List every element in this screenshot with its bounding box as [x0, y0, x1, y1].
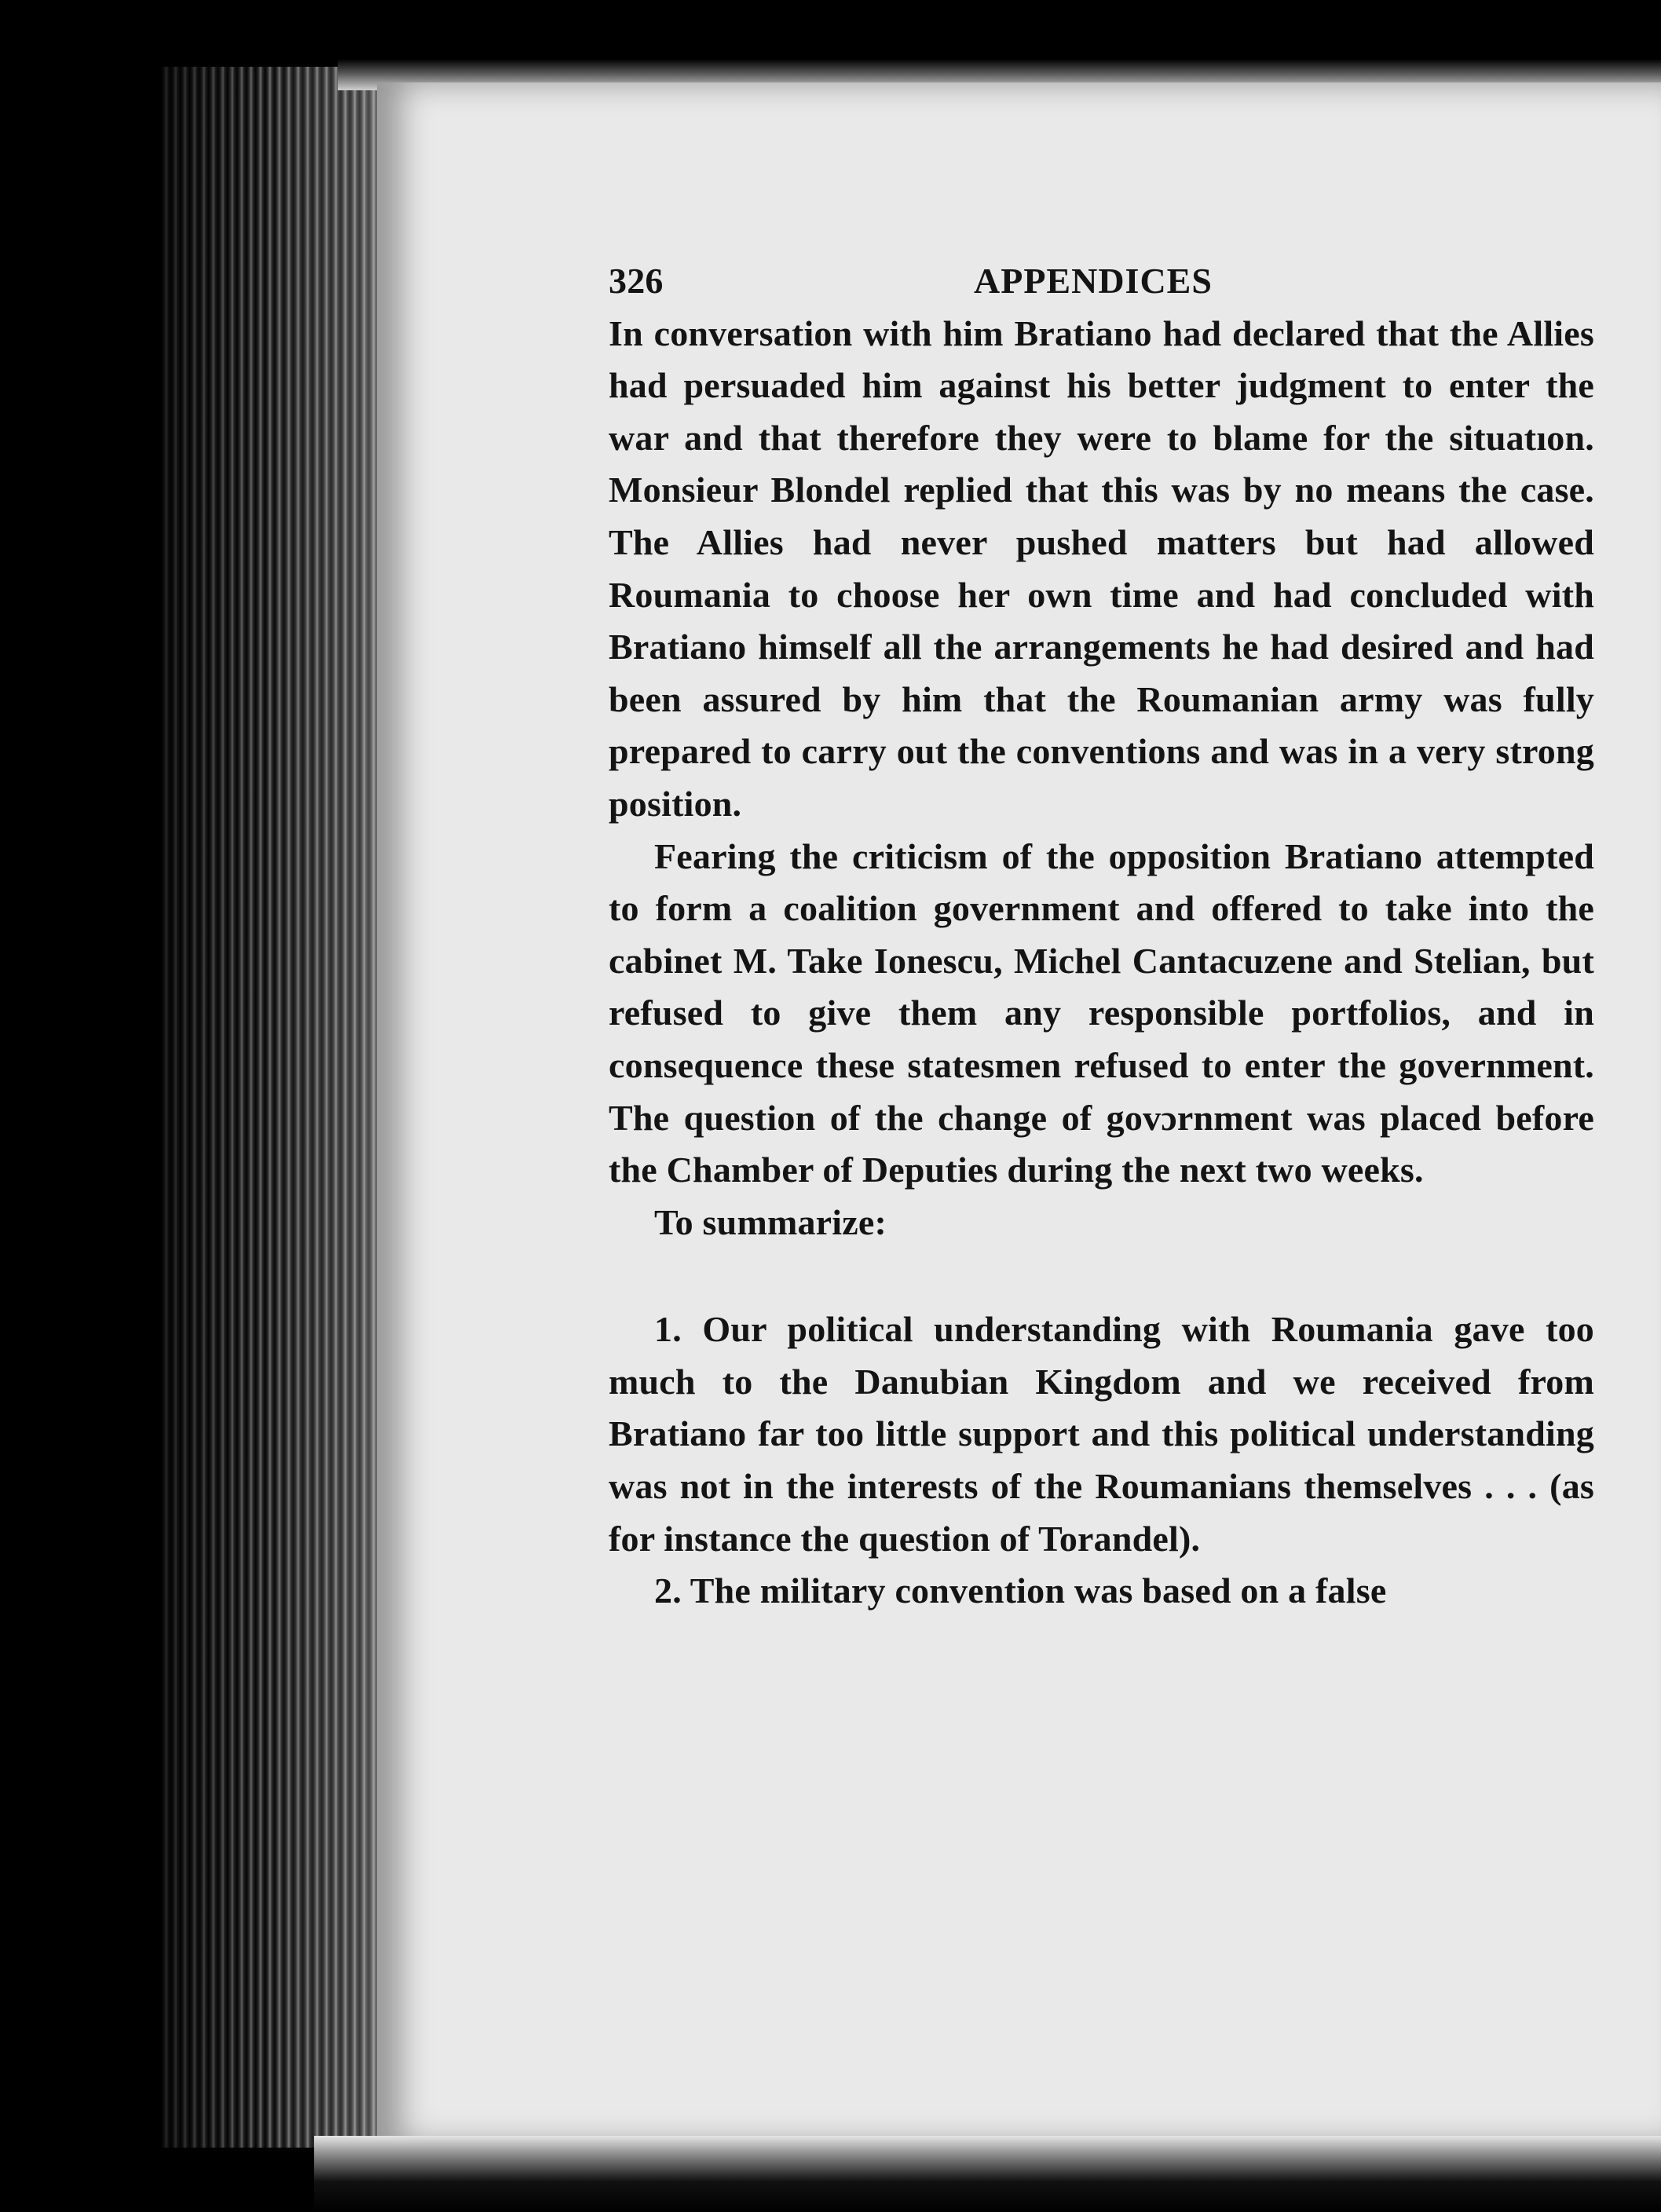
page-number: 326	[609, 261, 664, 301]
running-head	[609, 255, 1594, 308]
paragraph-2: Fearing the criticism of the opposition Bratiano attempted to form a coalition government and offered to take into the cabinet M. Take Ionescu, Michel Cantacuzene and Stelian, but refused to give them any responsible portfolios, and in consequence these statesmen refused to enter the government. The question of the change of govɔrnment was placed before the Chamber of Deputies during the next two weeks.	[609, 835, 1594, 1190]
section-gap	[609, 1249, 1594, 1303]
paragraph-3: To summarize:	[654, 1201, 887, 1242]
list-item-1: 1. Our political understanding with Roumania gave too much to the Danubian Kingdom and we received from Bratiano far too little support and this political understanding was not in the interests of the Roumanians themselves . . . (as for instance the question of Torandel).	[609, 1309, 1594, 1559]
paragraph-1: In conversation with him Bratiano had declared that the Allies had persuaded him against his better judgment to enter the war and that therefore they were to blame for the situatıon. Monsieur Blondel replied that this was by no means the case. The Allies had never pushed matters but had allowed Roumania to choose her own time and had concluded with Bratiano himself all the arrangements he had desired and had been assured by him that the Roumanian army was fully prepared to carry out the conventions and was in a very strong position.	[609, 313, 1594, 824]
list-item-2: 2. The military convention was based on a false	[654, 1570, 1387, 1611]
book-bottom-edge	[314, 2136, 1661, 2212]
running-title: APPENDICES	[974, 261, 1213, 301]
fore-edge-shading	[161, 67, 397, 2148]
page-text	[609, 255, 1594, 1618]
